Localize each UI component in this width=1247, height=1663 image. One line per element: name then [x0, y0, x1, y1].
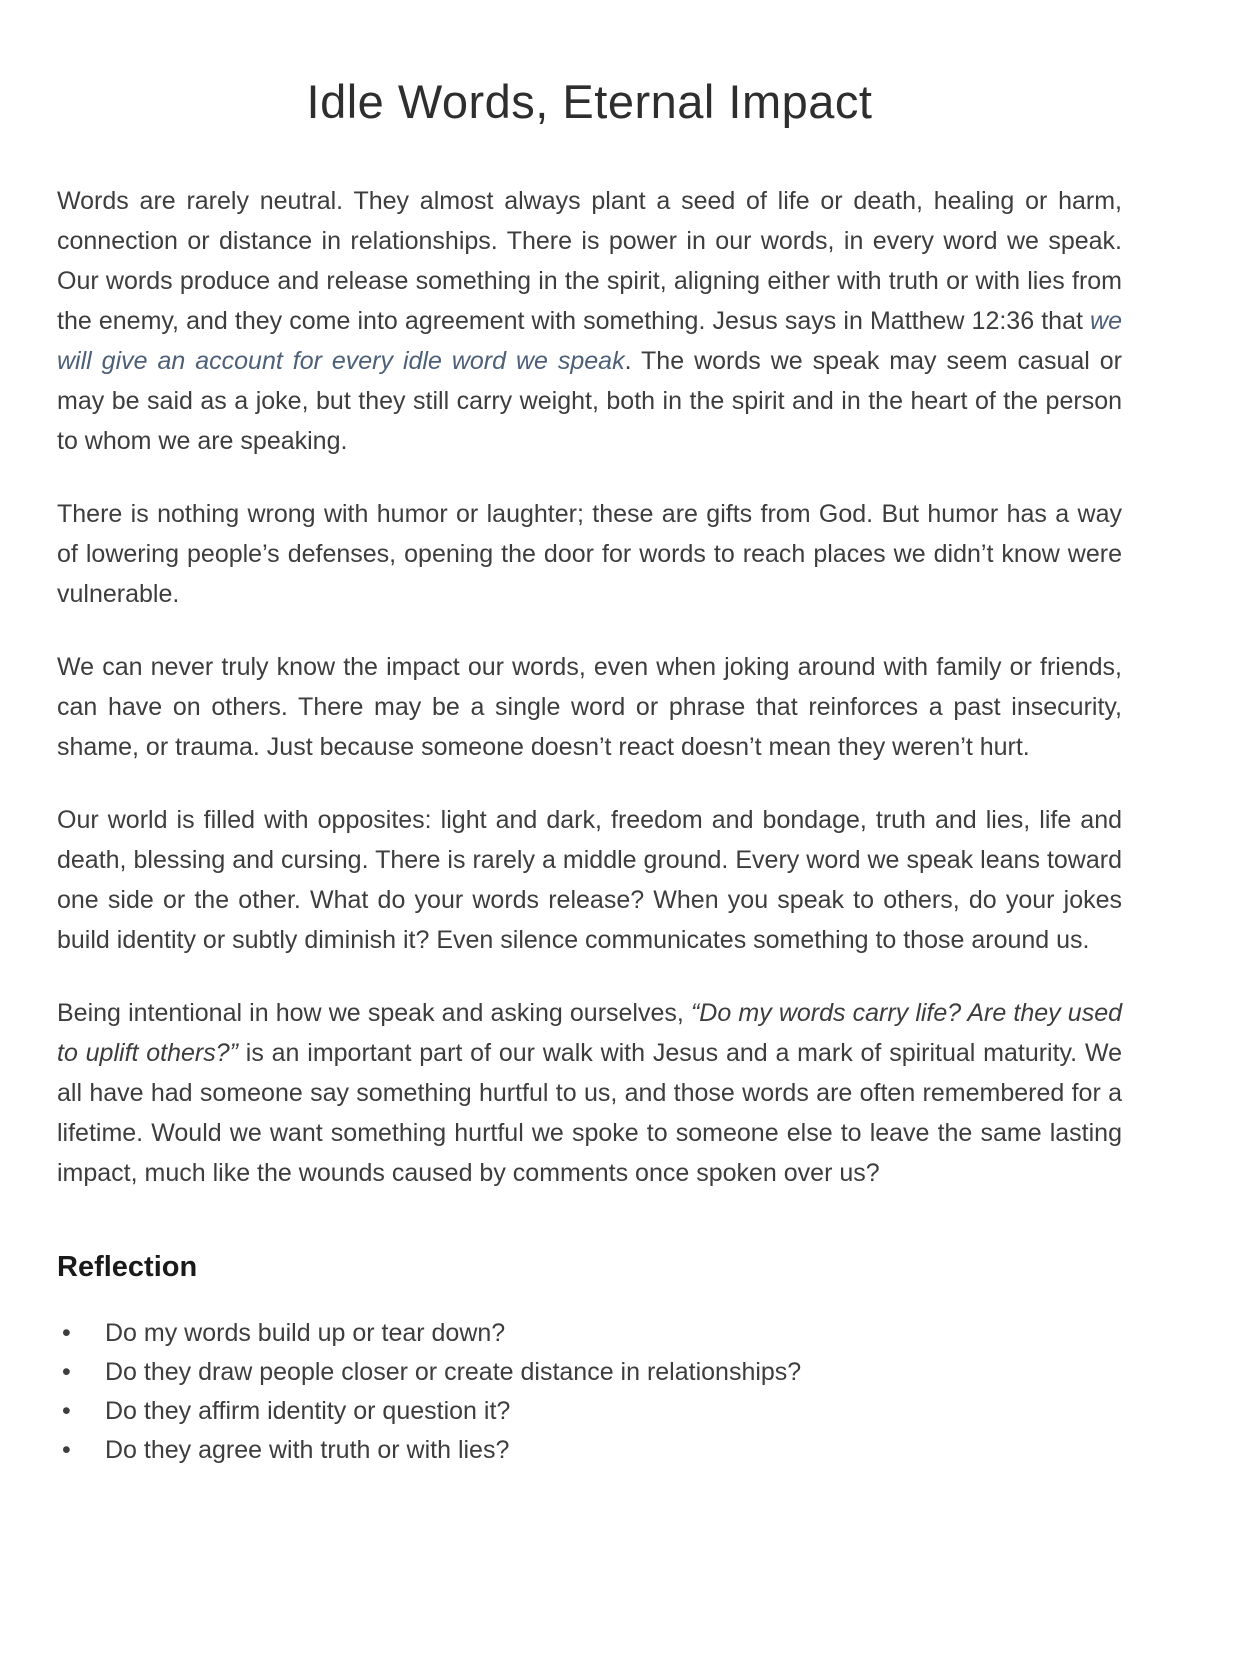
text-run: . The words we speak may seem casual or may be said as a joke, but they still carry weight, both in the spirit and in the heart of the person to whom we are speaking. — [57, 347, 1122, 455]
page-title: Idle Words, Eternal Impact — [306, 75, 873, 128]
paragraph-3 — [57, 647, 1122, 767]
text-run: There is nothing wrong with humor or laughter; these are gifts from God. But humor has a way of lowering people’s defenses, opening the door for words to reach places we didn’t know were vulnerable. — [57, 500, 1122, 608]
paragraph-5 — [57, 993, 1122, 1193]
bullet-marker: • — [62, 1436, 71, 1464]
list-item — [57, 1353, 1122, 1392]
paragraph-1 — [57, 181, 1122, 461]
text-run: Words are rarely neutral. They almost always plant a seed of life or death, healing or harm, connection or distance in relationships. There is power in our words, in every word we speak. Our words produce and release something in the spirit, aligning either with truth or with lies from the enemy, and they come into agreement with something. Jesus says in Matthew 12:36 that — [57, 187, 1122, 335]
bullet-marker: • — [62, 1358, 71, 1386]
text-run: We can never truly know the impact our words, even when joking around with family or friends, can have on others. There may be a single word or phrase that reinforces a past insecurity, shame, or trauma. Just because someone doesn’t react doesn’t mean they weren’t hurt. — [57, 653, 1122, 761]
reflection-heading: Reflection — [57, 1251, 198, 1283]
list-item-text: Do my words build up or tear down? — [105, 1319, 506, 1347]
text-run: is an important part of our walk with Jesus and a mark of spiritual maturity. We all have had someone say something hurtful to us, and those words are often remembered for a lifetime. Would we want something hurtful we spoke to someone else to leave the same lasting impact, much like the wounds caused by comments once spoken over us? — [57, 1039, 1122, 1187]
text-run: “Do my words carry life? Are they used to uplift others?” — [57, 999, 1122, 1067]
body-text — [57, 181, 1122, 1193]
list-item — [57, 1314, 1122, 1353]
list-item-text: Do they affirm identity or question it? — [105, 1397, 511, 1425]
text-run: Our world is filled with opposites: light and dark, freedom and bondage, truth and lies, life and death, blessing and cursing. There is rarely a middle ground. Every word we speak leans toward one side or the other. What do your words release? When you speak to others, do your jokes build identity or subtly diminish it? Even silence communicates something to those around us. — [57, 806, 1122, 954]
text-run: Being intentional in how we speak and asking ourselves, — [57, 999, 691, 1027]
list-item-text: Do they agree with truth or with lies? — [105, 1436, 510, 1464]
list-item-text: Do they draw people closer or create distance in relationships? — [105, 1358, 802, 1386]
paragraph-2 — [57, 494, 1122, 614]
list-item — [57, 1431, 1122, 1470]
reflection-list — [57, 1314, 1122, 1470]
paragraph-4 — [57, 800, 1122, 960]
list-item — [57, 1392, 1122, 1431]
bullet-marker: • — [62, 1319, 71, 1347]
bullet-marker: • — [62, 1397, 71, 1425]
text-run: we will give an account for every idle word we speak — [57, 307, 1122, 375]
